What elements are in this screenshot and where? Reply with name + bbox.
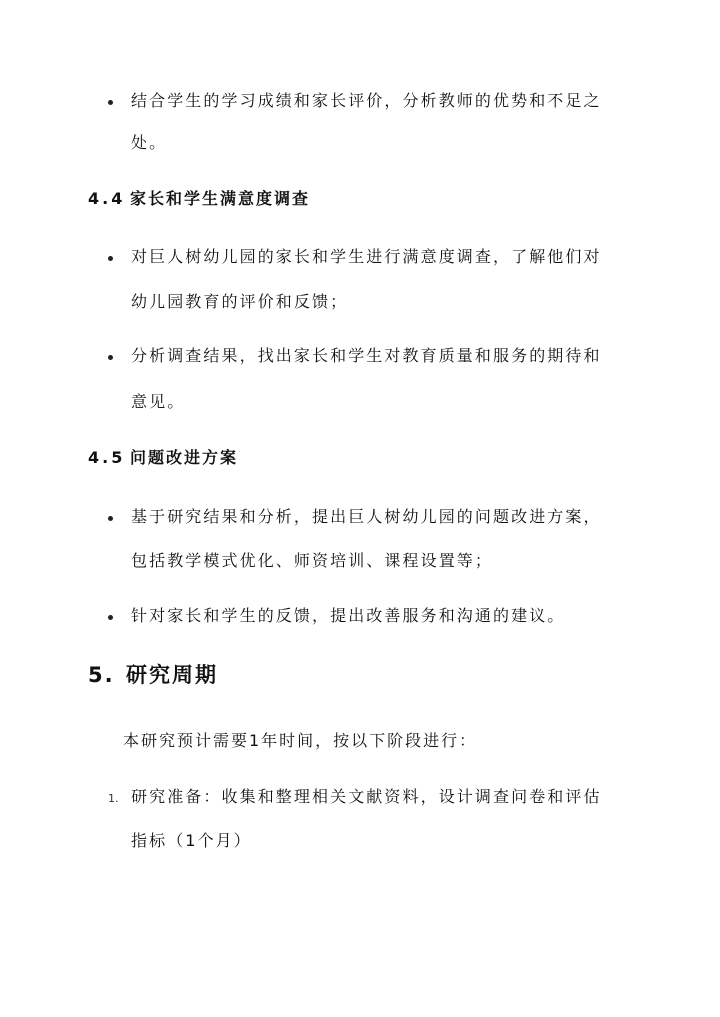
bullet-icon (108, 516, 113, 521)
chapter-title: 研究周期 (126, 663, 218, 687)
section-number: 4.5 (88, 448, 126, 467)
section-heading (88, 448, 238, 468)
list-item-text: 意见。 (131, 392, 186, 411)
list-item-text: 针对家长和学生的反馈，提出改善服务和沟通的建议。 (131, 606, 566, 625)
bullet-icon (108, 100, 113, 105)
section-heading (88, 189, 310, 209)
list-item-text: 研究准备：收集和整理相关文献资料，设计调查问卷和评估 (131, 787, 602, 806)
list-item-text: 幼儿园教育的评价和反馈； (131, 292, 349, 311)
list-number: 1. (108, 792, 119, 805)
list-item-text: 结合学生的学习成绩和家长评价，分析教师的优势和不足之 (131, 91, 602, 110)
paragraph: 本研究预计需要1年时间，按以下阶段进行： (123, 731, 478, 750)
chapter-heading (88, 662, 218, 688)
chapter-number: 5. (88, 663, 115, 687)
list-item-text: 指标（1个月） (131, 831, 252, 850)
list-item-text: 处。 (131, 133, 168, 152)
bullet-icon (108, 256, 113, 261)
section-number: 4.4 (88, 189, 126, 208)
section-title: 问题改进方案 (130, 448, 239, 467)
bullet-icon (108, 355, 113, 360)
list-item-text: 分析调查结果，找出家长和学生对教育质量和服务的期待和 (131, 346, 602, 365)
list-item-text: 包括教学模式优化、师资培训、课程设置等； (131, 551, 494, 570)
list-item-text: 对巨人树幼儿园的家长和学生进行满意度调查，了解他们对 (131, 247, 602, 266)
section-title: 家长和学生满意度调查 (130, 189, 311, 208)
bullet-icon (108, 615, 113, 620)
list-item-text: 基于研究结果和分析，提出巨人树幼儿园的问题改进方案， (131, 507, 602, 526)
